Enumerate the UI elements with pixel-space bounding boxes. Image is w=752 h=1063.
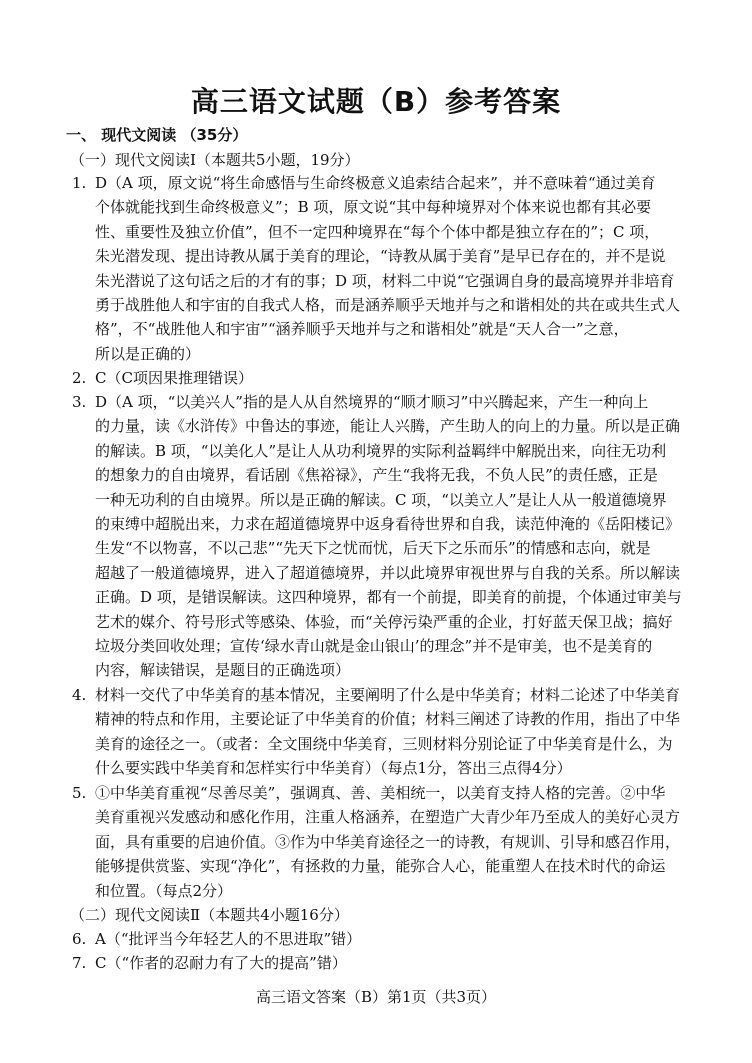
answer-line: 格”，不“战胜他人和宇宙”“涵养顺乎天地并与之和谐相处”就是“天人合一”之意， [95,320,629,339]
subsection-heading: （二）现代文阅读Ⅱ（本题共4小题16分） [70,906,349,924]
answer-line: 朱光潜发现、提出诗教从属于美育的理论，“诗教从属于美育”是早已存在的，并不是说 [95,247,666,266]
subsection-heading: （一）现代文阅读Ⅰ（本题共5小题，19分） [70,151,360,169]
answer-item [72,683,692,781]
section-heading: 一、 现代文阅读 （35分） [66,126,248,144]
answer-item [72,927,692,951]
answer-line: C（“作者的忍耐力有了大的提高”错） [95,954,347,972]
answer-line: 和位置。（每点2分） [95,881,233,900]
answer-line: 能够提供赏鉴、实现“净化”，有拯救的力量，能弥合人心，能重塑人在技术时代的命运 [95,857,666,876]
answer-line: 超越了一般道德境界，进入了超道德境界，并以此境界审视世界与自我的关系。所以解读 [95,563,681,582]
answer-line: 一种无功利的自由境界。所以是正确的解读。C 项，“以美立人”是让人从一般道德境界 [95,490,667,509]
item-number: 5. [72,784,87,802]
answer-item [72,366,692,390]
answer-line: 什么要实践中华美育和怎样实行中华美育）（每点1分，答出三点得4分） [95,759,572,778]
item-number: 7. [72,954,87,972]
item-number: 3. [72,393,87,411]
answer-item [72,781,692,903]
answer-line: 美育的途径之一。（或者：全文围绕中华美育，三则材料分别论证了中华美育是什么，为 [95,734,673,753]
answer-line: 的解读。B 项，“以美化人”是让人从功利境界的实际利益羁绊中解脱出来，向往无功利 [95,441,667,460]
answer-item [72,171,692,366]
item-number: 1. [72,174,87,192]
answer-line: 所以是正确的） [95,344,201,363]
answer-line: 生发“不以物喜，不以己悲”“先天下之忧而忧，后天下之乐而乐”的情感和志向，就是 [95,539,651,558]
answer-line: 勇于战胜他人和宇宙的自我式人格，而是涵养顺乎天地并与之和谐相处的共在或共生式人 [95,296,681,315]
answer-item [72,390,692,683]
answer-line: 性、重要性及独立价值”，但不一定四种境界在“每个个体中都是独立存在的”；C 项， [95,222,660,241]
item-number: 6. [72,930,87,948]
answer-line: 的束缚中超脱出来，力求在超道德境界中返身看待世界和自我，读范仲淹的《岳阳楼记》 [95,515,681,534]
answer-line: D（A 项，“以美兴人”指的是人从自然境界的“顺才顺习”中兴腾起来，产生一种向上 [95,393,649,411]
answer-line: 正确。D 项，是错误解读。这四种境界，都有一个前提，即美育的前提，个体通过审美与 [95,588,682,607]
page-footer: 高三语文答案（B）第1页（共3页） [255,988,497,1006]
answer-line: 的力量，读《水浒传》中鲁达的事迹，能让人兴腾，产生助人的向上的力量。所以是正确 [95,417,681,436]
answer-line: 面，具有重要的启迪价值。③作为中华美育途径之一的诗教，有规训、引导和感召作用， [95,832,681,851]
answer-line: 精神的特点和作用，主要论证了中华美育的价值；材料三阐述了诗教的作用，指出了中华 [95,710,681,729]
answer-line: 艺术的媒介、符号形式等感染、体验，而“关停污染严重的企业，打好蓝天保卫战；搞好 [95,612,673,631]
answer-line: 朱光潜说了这句话之后的才有的事；D 项，材料二中说“它强调自身的最高境界并非培育 [95,271,675,290]
answer-line: ①中华美育重视“尽善尽美”，强调真、善、美相统一，以美育支持人格的完善。②中华 [95,784,666,802]
answer-line: 的想象力的自由境界，看话剧《焦裕禄》，产生“我将无我，不负人民”的责任感，正是 [95,466,658,485]
answer-line: 个体就能找到生命终极意义”；B 项，原文说“其中每种境界对个体来说也都有其必要 [95,198,652,217]
answer-line: D（A 项，原文说“将生命感悟与生命终极意义追索结合起来”，并不意味着“通过美育 [95,174,656,192]
answer-line: C（C项因果推理错误） [95,369,253,387]
answer-line: 内容，解读错误，是题目的正确选项） [95,661,351,680]
answer-line: 垃圾分类回收处理；宣传‘绿水青山就是金山银山’的理念”并不是审美，也不是美育的 [95,637,653,656]
page-title: 高三语文试题（B）参考答案 [190,85,562,118]
answer-line: 美育重视兴发感动和感化作用，注重人格涵养，在塑造广大青少年乃至成人的美好心灵方 [95,808,681,827]
answer-item [72,951,692,975]
answer-line: 材料一交代了中华美育的基本情况，主要阐明了什么是中华美育；材料二论述了中华美育 [95,686,681,704]
item-number: 2. [72,369,87,387]
item-number: 4. [72,686,87,704]
answer-line: A（“批评当今年轻艺人的不思进取”错） [95,930,362,948]
